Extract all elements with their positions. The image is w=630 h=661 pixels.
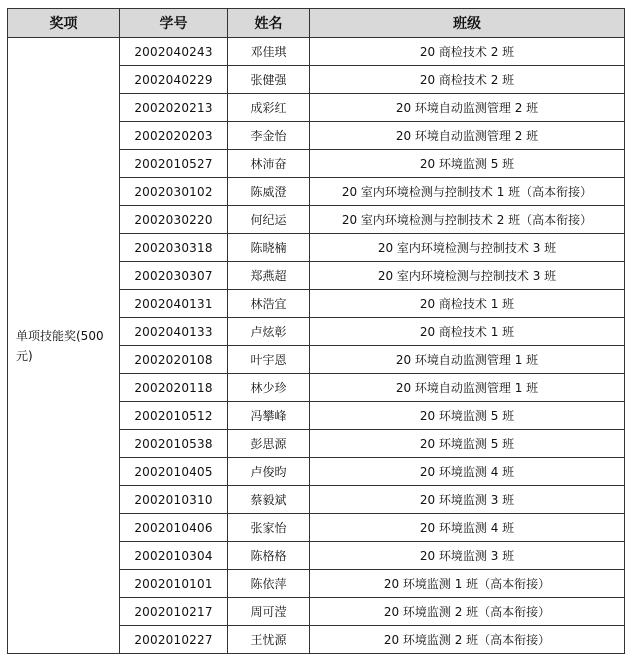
student-id-cell: 2002030102 bbox=[120, 178, 228, 206]
student-id-cell: 2002040133 bbox=[120, 318, 228, 346]
name-cell: 蔡毅斌 bbox=[228, 486, 310, 514]
student-id-cell: 2002030220 bbox=[120, 206, 228, 234]
student-id-cell: 2002040131 bbox=[120, 290, 228, 318]
name-cell: 王忧源 bbox=[228, 626, 310, 654]
student-id-cell: 2002010538 bbox=[120, 430, 228, 458]
name-cell: 彭思源 bbox=[228, 430, 310, 458]
table-body bbox=[8, 38, 625, 654]
name-cell: 邓佳琪 bbox=[228, 38, 310, 66]
student-id-cell: 2002010406 bbox=[120, 514, 228, 542]
class-cell: 20 商检技术 2 班 bbox=[310, 66, 625, 94]
name-cell: 陈格格 bbox=[228, 542, 310, 570]
name-cell: 何纪运 bbox=[228, 206, 310, 234]
name-cell: 林浩宜 bbox=[228, 290, 310, 318]
header-name: 姓名 bbox=[228, 9, 310, 38]
award-cell: 单项技能奖(500元) bbox=[8, 38, 120, 654]
name-cell: 叶宇恩 bbox=[228, 346, 310, 374]
name-cell: 李金怡 bbox=[228, 122, 310, 150]
name-cell: 周可滢 bbox=[228, 598, 310, 626]
student-id-cell: 2002010217 bbox=[120, 598, 228, 626]
name-cell: 郑燕超 bbox=[228, 262, 310, 290]
student-id-cell: 2002020118 bbox=[120, 374, 228, 402]
class-cell: 20 室内环境检测与控制技术 3 班 bbox=[310, 262, 625, 290]
header-row bbox=[8, 9, 625, 38]
name-cell: 卢炫彰 bbox=[228, 318, 310, 346]
class-cell: 20 室内环境检测与控制技术 2 班（高本衔接） bbox=[310, 206, 625, 234]
class-cell: 20 环境监测 3 班 bbox=[310, 486, 625, 514]
student-id-cell: 2002020203 bbox=[120, 122, 228, 150]
student-id-cell: 2002030307 bbox=[120, 262, 228, 290]
award-table bbox=[7, 8, 625, 654]
class-cell: 20 环境监测 2 班（高本衔接） bbox=[310, 598, 625, 626]
class-cell: 20 商检技术 1 班 bbox=[310, 290, 625, 318]
student-id-cell: 2002020213 bbox=[120, 94, 228, 122]
class-cell: 20 商检技术 1 班 bbox=[310, 318, 625, 346]
name-cell: 张家怡 bbox=[228, 514, 310, 542]
header-class: 班级 bbox=[310, 9, 625, 38]
name-cell: 林少珍 bbox=[228, 374, 310, 402]
table-row bbox=[8, 38, 625, 66]
header-student-id: 学号 bbox=[120, 9, 228, 38]
class-cell: 20 环境自动监测管理 2 班 bbox=[310, 122, 625, 150]
student-id-cell: 2002010227 bbox=[120, 626, 228, 654]
student-id-cell: 2002010310 bbox=[120, 486, 228, 514]
student-id-cell: 2002010101 bbox=[120, 570, 228, 598]
class-cell: 20 环境自动监测管理 1 班 bbox=[310, 374, 625, 402]
student-id-cell: 2002010512 bbox=[120, 402, 228, 430]
class-cell: 20 室内环境检测与控制技术 1 班（高本衔接） bbox=[310, 178, 625, 206]
name-cell: 陈晓楠 bbox=[228, 234, 310, 262]
header-award: 奖项 bbox=[8, 9, 120, 38]
student-id-cell: 2002010405 bbox=[120, 458, 228, 486]
student-id-cell: 2002040243 bbox=[120, 38, 228, 66]
name-cell: 陈依萍 bbox=[228, 570, 310, 598]
student-id-cell: 2002030318 bbox=[120, 234, 228, 262]
name-cell: 陈威澄 bbox=[228, 178, 310, 206]
class-cell: 20 商检技术 2 班 bbox=[310, 38, 625, 66]
student-id-cell: 2002010527 bbox=[120, 150, 228, 178]
student-id-cell: 2002020108 bbox=[120, 346, 228, 374]
class-cell: 20 室内环境检测与控制技术 3 班 bbox=[310, 234, 625, 262]
class-cell: 20 环境监测 5 班 bbox=[310, 402, 625, 430]
name-cell: 张健强 bbox=[228, 66, 310, 94]
class-cell: 20 环境监测 2 班（高本衔接） bbox=[310, 626, 625, 654]
class-cell: 20 环境监测 3 班 bbox=[310, 542, 625, 570]
class-cell: 20 环境监测 1 班（高本衔接） bbox=[310, 570, 625, 598]
name-cell: 成彩红 bbox=[228, 94, 310, 122]
class-cell: 20 环境自动监测管理 1 班 bbox=[310, 346, 625, 374]
class-cell: 20 环境自动监测管理 2 班 bbox=[310, 94, 625, 122]
name-cell: 卢俊昀 bbox=[228, 458, 310, 486]
class-cell: 20 环境监测 4 班 bbox=[310, 514, 625, 542]
student-id-cell: 2002040229 bbox=[120, 66, 228, 94]
name-cell: 林沛奋 bbox=[228, 150, 310, 178]
class-cell: 20 环境监测 4 班 bbox=[310, 458, 625, 486]
name-cell: 冯攀峰 bbox=[228, 402, 310, 430]
class-cell: 20 环境监测 5 班 bbox=[310, 430, 625, 458]
class-cell: 20 环境监测 5 班 bbox=[310, 150, 625, 178]
student-id-cell: 2002010304 bbox=[120, 542, 228, 570]
